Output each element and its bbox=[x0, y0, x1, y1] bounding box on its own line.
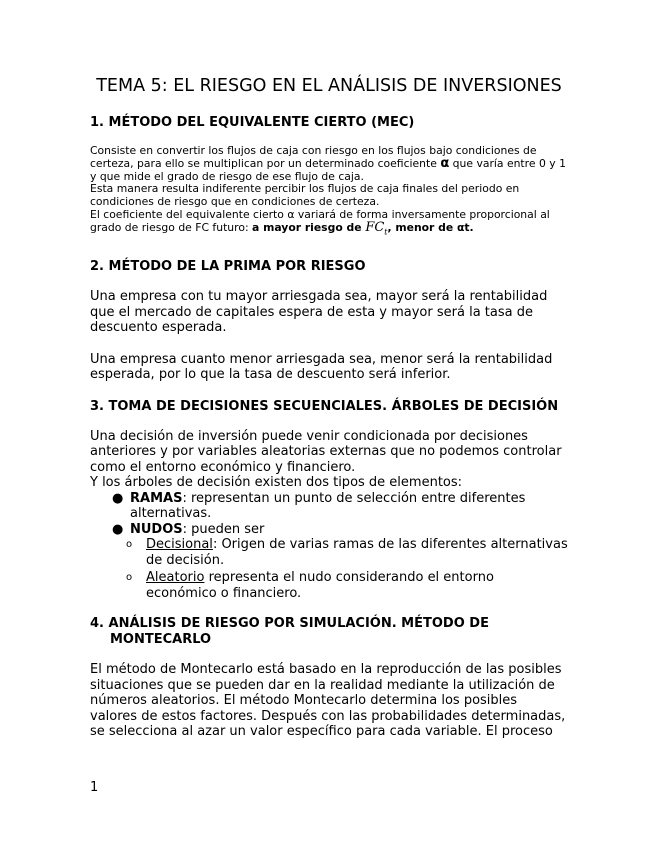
section-1-paragraph-3: El coeficiente del equivalente cierto α variará de forma inversamente proporcional al grado de riesgo de FC futuro: a mayor riesgo de $FC_t$, menor de αt. bbox=[90, 207, 550, 237]
alpha-symbol: α bbox=[440, 155, 450, 171]
section-3-paragraph-2: Y los árboles de decisión existen dos tipos de elementos: bbox=[90, 475, 463, 491]
sublist-item-aleatorio: o Aleatorio representa el nudo considerando el entorno económico o financiero. bbox=[126, 570, 494, 602]
section-2-paragraph-2: Una empresa cuanto menor arriesgada sea, menor será la rentabilidad esperada, por lo que la tasa de descuento será inferior. bbox=[90, 351, 553, 383]
list-item-nudos: ● NUDOS: pueden ser bbox=[112, 521, 265, 537]
section-1-paragraph-2: Esta manera resulta indiferente percibir los flujos de caja finales del periodo en condiciones de riesgo que en condiciones de certeza. bbox=[90, 182, 520, 209]
circle-bullet-icon: o bbox=[126, 572, 133, 584]
section-3-heading: 3. TOMA DE DECISIONES SECUENCIALES. ÁRBOLES DE DECISIÓN bbox=[90, 398, 559, 414]
section-1-paragraph-1: Consiste en convertir los flujos de caja con riesgo en los flujos bajo condiciones de certeza, para ello se multiplican por un determinado coeficiente α que varía entre 0 y 1 y que mide el grado de riesgo de ese flujo de caja. bbox=[90, 144, 566, 183]
section-2-heading: 2. MÉTODO DE LA PRIMA POR RIESGO bbox=[90, 259, 366, 275]
section-2-paragraph-1: Una empresa con tu mayor arriesgada sea, mayor será la rentabilidad que el mercado de capitales espera de esta y mayor será la tasa de descuento esperada. bbox=[90, 289, 548, 336]
bullet-icon: ● bbox=[112, 521, 124, 537]
section-4-paragraph-1: El método de Montecarlo está basado en la reproducción de las posibles situaciones que se pueden dar en la realidad mediante la utilización de números aleatorios. El método Montecarlo determina los posibles valores de estos factores. Después con las probabilidades determinadas, se selecciona al azar un valor específico para cada variable. El proceso bbox=[90, 662, 566, 740]
page-number: 1 bbox=[90, 780, 99, 795]
nudos-sublist bbox=[90, 537, 568, 602]
section-4-heading: 4. ANÁLISIS DE RIESGO POR SIMULACIÓN. MÉTODO DE MONTECARLO bbox=[90, 616, 489, 648]
section-1-heading: 1. MÉTODO DEL EQUIVALENTE CIERTO (MEC) bbox=[90, 115, 415, 130]
section-3-paragraph-1: Una decisión de inversión puede venir condicionada por decisiones anteriores y por variables aleatorias externas que no podemos controlar como el entorno económico y financiero. bbox=[90, 428, 562, 475]
sublist-item-decisional: o Decisional: Origen de varias ramas de las diferentes alternativas de decisión. bbox=[126, 537, 568, 569]
element-list bbox=[90, 491, 568, 538]
page-title: TEMA 5: EL RIESGO EN EL ANÁLISIS DE INVERSIONES bbox=[96, 76, 562, 96]
bullet-icon: ● bbox=[112, 490, 124, 506]
fc-formula: $FC_t$ bbox=[365, 219, 388, 237]
circle-bullet-icon: o bbox=[126, 539, 133, 551]
document-page bbox=[90, 76, 568, 740]
list-item-ramas: ● RAMAS: representan un punto de selección entre diferentes alternativas. bbox=[112, 490, 526, 522]
